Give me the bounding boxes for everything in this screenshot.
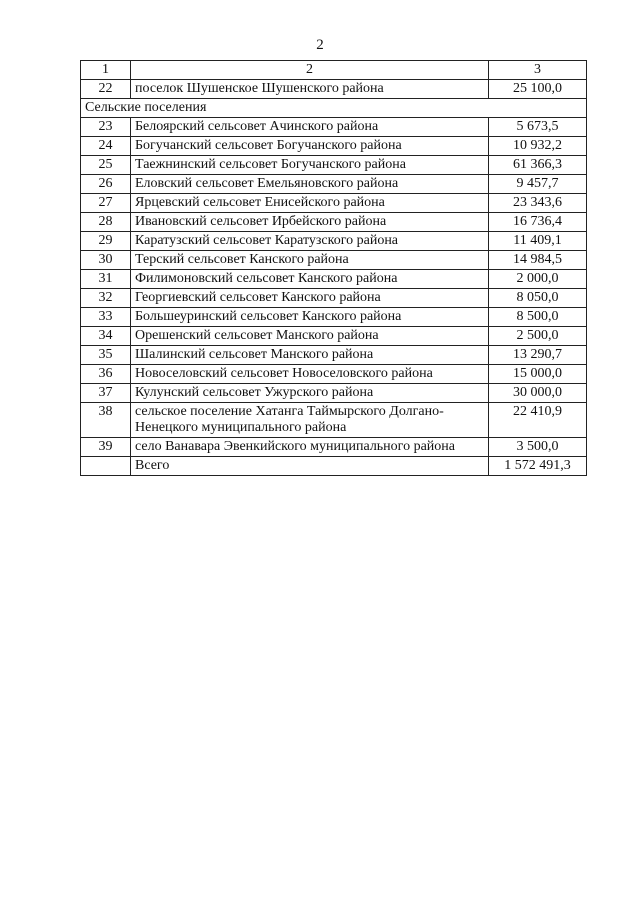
table-row [81, 232, 587, 251]
row-name: Белоярский сельсовет Ачинского района [131, 118, 489, 137]
row-name: Каратузский сельсовет Каратузского района [131, 232, 489, 251]
column-header-value: 3 [489, 61, 587, 80]
row-number: 36 [81, 365, 131, 384]
table-row [81, 327, 587, 346]
row-number: 32 [81, 289, 131, 308]
column-header-number: 1 [81, 61, 131, 80]
row-number: 26 [81, 175, 131, 194]
row-name: Ивановский сельсовет Ирбейского района [131, 213, 489, 232]
row-number: 22 [81, 80, 131, 99]
table-row [81, 365, 587, 384]
row-number: 31 [81, 270, 131, 289]
row-value: 8 050,0 [489, 289, 587, 308]
row-name: Шалинский сельсовет Манского района [131, 346, 489, 365]
row-number: 39 [81, 438, 131, 457]
row-number: 33 [81, 308, 131, 327]
row-number: 25 [81, 156, 131, 175]
row-number: 28 [81, 213, 131, 232]
row-name: Филимоновский сельсовет Канского района [131, 270, 489, 289]
allocation-table [80, 60, 587, 476]
row-value: 23 343,6 [489, 194, 587, 213]
table-row [81, 384, 587, 403]
row-value: 15 000,0 [489, 365, 587, 384]
table-row [81, 438, 587, 457]
table-row [81, 137, 587, 156]
total-value: 1 572 491,3 [489, 457, 587, 476]
row-name: Богучанский сельсовет Богучанского района [131, 137, 489, 156]
total-label: Всего [131, 457, 489, 476]
row-name: Георгиевский сельсовет Канского района [131, 289, 489, 308]
row-value: 2 500,0 [489, 327, 587, 346]
row-value: 30 000,0 [489, 384, 587, 403]
row-name: Терский сельсовет Канского района [131, 251, 489, 270]
row-number: 29 [81, 232, 131, 251]
table-row [81, 346, 587, 365]
table-row [81, 213, 587, 232]
row-value: 9 457,7 [489, 175, 587, 194]
table-row [81, 251, 587, 270]
row-number: 37 [81, 384, 131, 403]
row-value: 2 000,0 [489, 270, 587, 289]
table-row [81, 308, 587, 327]
row-value: 14 984,5 [489, 251, 587, 270]
row-number: 24 [81, 137, 131, 156]
row-name: Ярцевский сельсовет Енисейского района [131, 194, 489, 213]
row-name: Кулунский сельсовет Ужурского района [131, 384, 489, 403]
row-number: 34 [81, 327, 131, 346]
table-row [81, 403, 587, 438]
total-number [81, 457, 131, 476]
table-row [81, 270, 587, 289]
row-value: 8 500,0 [489, 308, 587, 327]
page-number: 2 [316, 37, 324, 53]
total-row [81, 457, 587, 476]
row-name: село Ванавара Эвенкийского муниципального района [131, 438, 489, 457]
row-number: 30 [81, 251, 131, 270]
row-value: 11 409,1 [489, 232, 587, 251]
table-header-row [81, 61, 587, 80]
row-number: 35 [81, 346, 131, 365]
row-name: Большеуринский сельсовет Канского района [131, 308, 489, 327]
row-number: 38 [81, 403, 131, 438]
table-row [81, 118, 587, 137]
row-name: Таежнинский сельсовет Богучанского района [131, 156, 489, 175]
section-title: Сельские поселения [81, 99, 587, 118]
row-value: 5 673,5 [489, 118, 587, 137]
row-name: Орешенский сельсовет Манского района [131, 327, 489, 346]
table-row [81, 194, 587, 213]
row-number: 27 [81, 194, 131, 213]
table-row [81, 80, 587, 99]
row-value: 3 500,0 [489, 438, 587, 457]
column-header-name: 2 [131, 61, 489, 80]
table-body [81, 61, 587, 476]
row-name: сельское поселение Хатанга Таймырского Долгано-Ненецкого муниципального района [131, 403, 489, 438]
row-value: 10 932,2 [489, 137, 587, 156]
row-value: 13 290,7 [489, 346, 587, 365]
row-name: Новоселовский сельсовет Новоселовского района [131, 365, 489, 384]
row-value: 22 410,9 [489, 403, 587, 438]
row-name: поселок Шушенское Шушенского района [131, 80, 489, 99]
section-row [81, 99, 587, 118]
row-number: 23 [81, 118, 131, 137]
row-value: 16 736,4 [489, 213, 587, 232]
table-row [81, 156, 587, 175]
table-row [81, 289, 587, 308]
row-value: 25 100,0 [489, 80, 587, 99]
table-row [81, 175, 587, 194]
row-name: Еловский сельсовет Емельяновского района [131, 175, 489, 194]
row-value: 61 366,3 [489, 156, 587, 175]
